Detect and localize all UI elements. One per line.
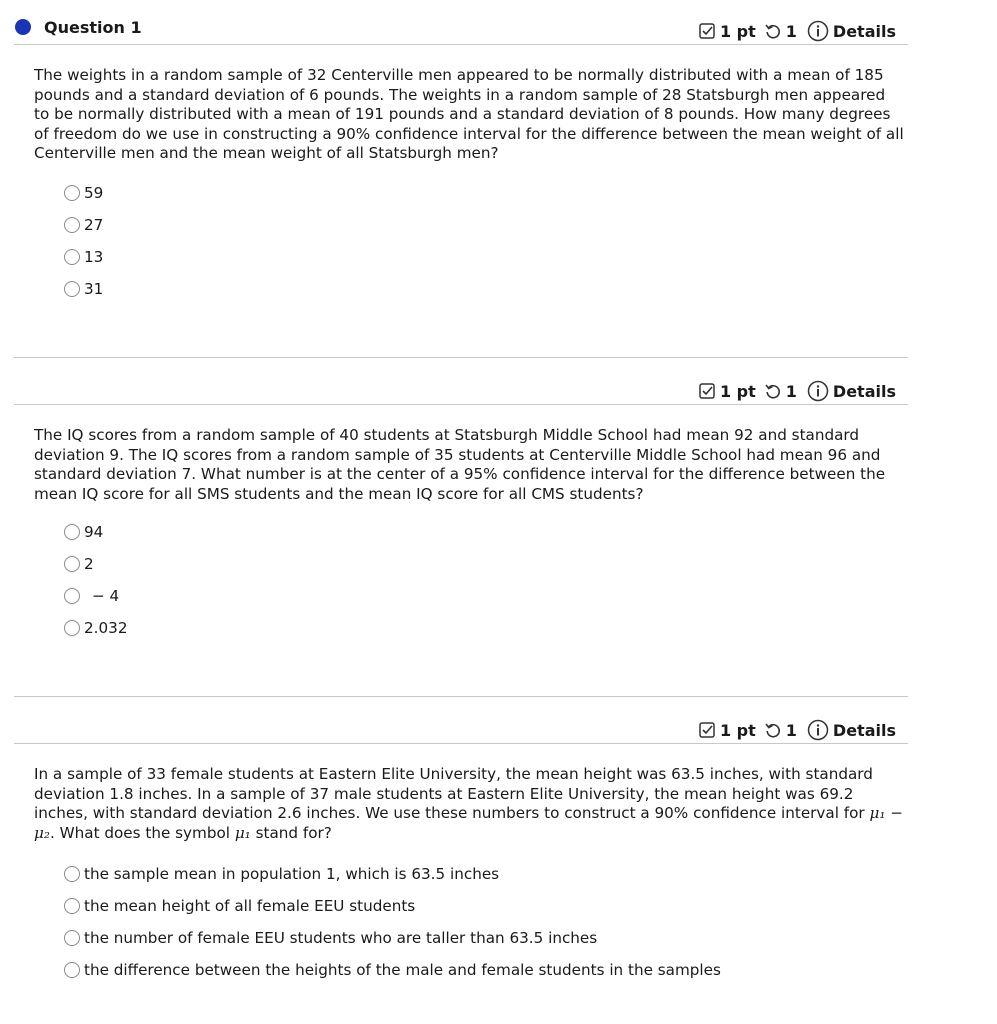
question-meta xyxy=(698,380,896,402)
answer-options xyxy=(64,177,103,305)
radio-button[interactable] xyxy=(64,556,80,572)
question-status-dot xyxy=(15,19,31,35)
answer-option[interactable] xyxy=(64,890,721,922)
radio-button[interactable] xyxy=(64,898,80,914)
divider xyxy=(14,743,908,744)
tries-label: 1 xyxy=(785,381,797,401)
option-label: the number of female EEU students who are taller than 63.5 inches xyxy=(84,929,598,947)
radio-button[interactable] xyxy=(64,588,80,604)
answer-option[interactable] xyxy=(64,612,127,644)
option-label: 31 xyxy=(84,280,104,298)
retry-icon xyxy=(764,382,782,400)
math-expression: μ₁ − μ₂ xyxy=(34,804,903,842)
answer-option[interactable] xyxy=(64,241,103,273)
radio-button[interactable] xyxy=(64,281,80,297)
option-label: the mean height of all female EEU students xyxy=(84,897,416,915)
question-1-header xyxy=(0,8,908,41)
radio-button[interactable] xyxy=(64,962,80,978)
answer-option[interactable] xyxy=(64,209,103,241)
option-label: 2 xyxy=(84,555,94,573)
radio-button[interactable] xyxy=(64,620,80,636)
checkbox-icon xyxy=(698,721,716,739)
points-label: 1 pt xyxy=(719,720,756,740)
question-2-header xyxy=(0,368,908,401)
question-text: The weights in a random sample of 32 Centerville men appeared to be normally distributed with a mean of 185 pounds and a standard deviation of 6 pounds. The weights in a random sample of 28 Statsburgh men appeared to be normally distributed with a mean of 191 pounds and a standard deviation of 8 pounds. How many degrees of freedom do we use in constructing a 90% confidence interval for the difference between the mean weight of all Centerville men and the mean weight of all Statsburgh men? xyxy=(34,66,904,163)
divider xyxy=(14,404,908,405)
divider xyxy=(14,696,908,697)
option-label: 59 xyxy=(84,184,104,202)
checkbox-icon xyxy=(698,22,716,40)
radio-button[interactable] xyxy=(64,524,80,540)
retry-icon xyxy=(764,22,782,40)
answer-option[interactable] xyxy=(64,954,721,986)
option-label: 13 xyxy=(84,248,104,266)
points-label: 1 pt xyxy=(719,21,756,41)
question-title: Question 1 xyxy=(44,18,142,37)
answer-option[interactable] xyxy=(64,177,103,209)
radio-button[interactable] xyxy=(64,866,80,882)
answer-options xyxy=(64,858,721,986)
question-meta xyxy=(698,719,896,741)
radio-button[interactable] xyxy=(64,217,80,233)
answer-options xyxy=(64,516,127,644)
answer-option[interactable] xyxy=(64,580,127,612)
option-label: the difference between the heights of the male and female students in the samples xyxy=(84,961,721,979)
radio-button[interactable] xyxy=(64,185,80,201)
checkbox-icon xyxy=(698,382,716,400)
question-meta xyxy=(698,20,896,42)
question-text xyxy=(34,765,904,843)
info-icon[interactable] xyxy=(807,719,829,741)
answer-option[interactable] xyxy=(64,516,127,548)
divider xyxy=(14,357,908,358)
points-label: 1 pt xyxy=(719,381,756,401)
details-link[interactable]: Details xyxy=(832,381,896,401)
question-3-header xyxy=(0,707,908,740)
question-text-part: . What does the symbol xyxy=(49,823,235,842)
option-label: 27 xyxy=(84,216,104,234)
option-label: − 4 xyxy=(92,587,120,605)
radio-button[interactable] xyxy=(64,930,80,946)
info-icon[interactable] xyxy=(807,380,829,402)
question-text-part: In a sample of 33 female students at Eastern Elite University, the mean height was 63.5 inches, with standard deviation 1.8 inches. In a sample of 37 male students at Eastern Elite University, the mean height was 69.2 inches, with standard deviation 2.6 inches. We use these numbers to construct a 90% confidence interval for xyxy=(34,765,873,823)
option-label: 94 xyxy=(84,523,104,541)
option-label: 2.032 xyxy=(84,619,128,637)
divider xyxy=(14,44,908,45)
answer-option[interactable] xyxy=(64,548,127,580)
question-text: The IQ scores from a random sample of 40 students at Statsburgh Middle School had mean 92 and standard deviation 9. The IQ scores from a random sample of 35 students at Centerville Middle School had mean 96 and standard deviation 7. What number is at the center of a 95% confidence interval for the difference between the mean IQ score for all SMS students and the mean IQ score for all CMS students? xyxy=(34,426,886,503)
answer-option[interactable] xyxy=(64,858,721,890)
question-text-part: stand for? xyxy=(250,823,332,842)
tries-label: 1 xyxy=(785,720,797,740)
details-link[interactable]: Details xyxy=(832,720,896,740)
option-label: the sample mean in population 1, which is 63.5 inches xyxy=(84,865,500,883)
details-link[interactable]: Details xyxy=(832,21,896,41)
retry-icon xyxy=(764,721,782,739)
answer-option[interactable] xyxy=(64,273,103,305)
radio-button[interactable] xyxy=(64,249,80,265)
answer-option[interactable] xyxy=(64,922,721,954)
info-icon[interactable] xyxy=(807,20,829,42)
math-symbol: μ₁ xyxy=(234,823,251,842)
tries-label: 1 xyxy=(785,21,797,41)
